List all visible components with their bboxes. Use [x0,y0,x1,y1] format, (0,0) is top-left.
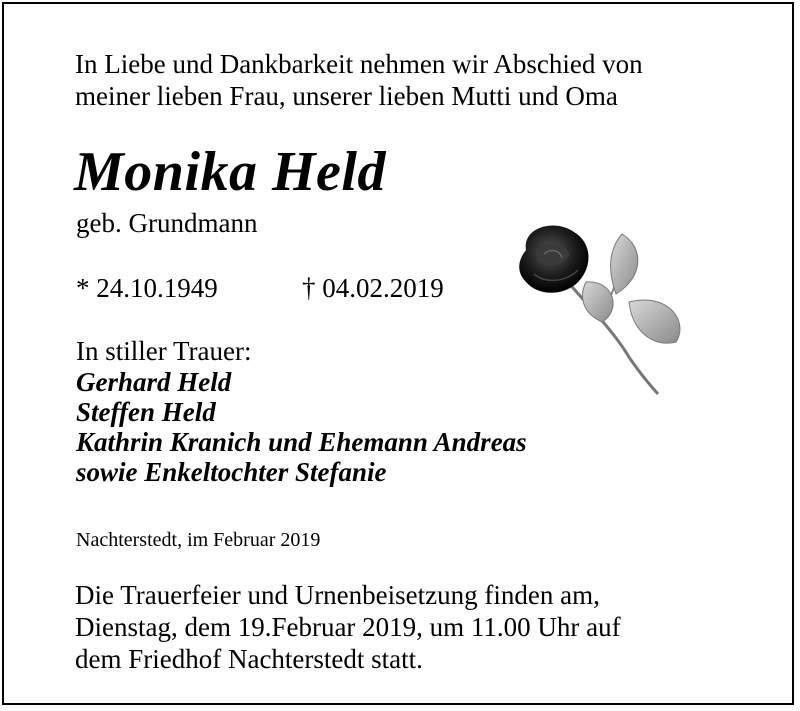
place-date: Nachterstedt, im Februar 2019 [76,529,321,551]
obituary-card [2,2,794,705]
mourner-name: Kathrin Kranich und Ehemann Andreas [76,427,527,457]
ceremony-line: Die Trauerfeier und Urnenbeisetzung finden am, [75,580,600,610]
mourning-heading: In stiller Trauer: [76,336,252,366]
intro-line: meiner lieben Frau, unserer lieben Mutti und Oma [75,81,618,111]
mourner-name: Steffen Held [76,397,216,427]
ceremony-line: dem Friedhof Nachterstedt statt. [75,644,423,674]
ceremony-line: Dienstag, dem 19.Februar 2019, um 11.00 Uhr auf [75,612,621,642]
mourners-list [76,367,527,487]
intro-text [75,48,643,112]
intro-line: In Liebe und Dankbarkeit nehmen wir Abschied von [75,49,643,79]
mourner-name: sowie Enkeltochter Stefanie [76,457,387,487]
deceased-name: Monika Held [74,141,386,203]
ceremony-text [75,579,621,675]
death-date: † 04.02.2019 [302,273,444,303]
birth-date: * 24.10.1949 [76,273,218,303]
mourner-name: Gerhard Held [76,367,232,397]
maiden-name: geb. Grundmann [76,208,258,238]
rose-icon [504,222,694,402]
